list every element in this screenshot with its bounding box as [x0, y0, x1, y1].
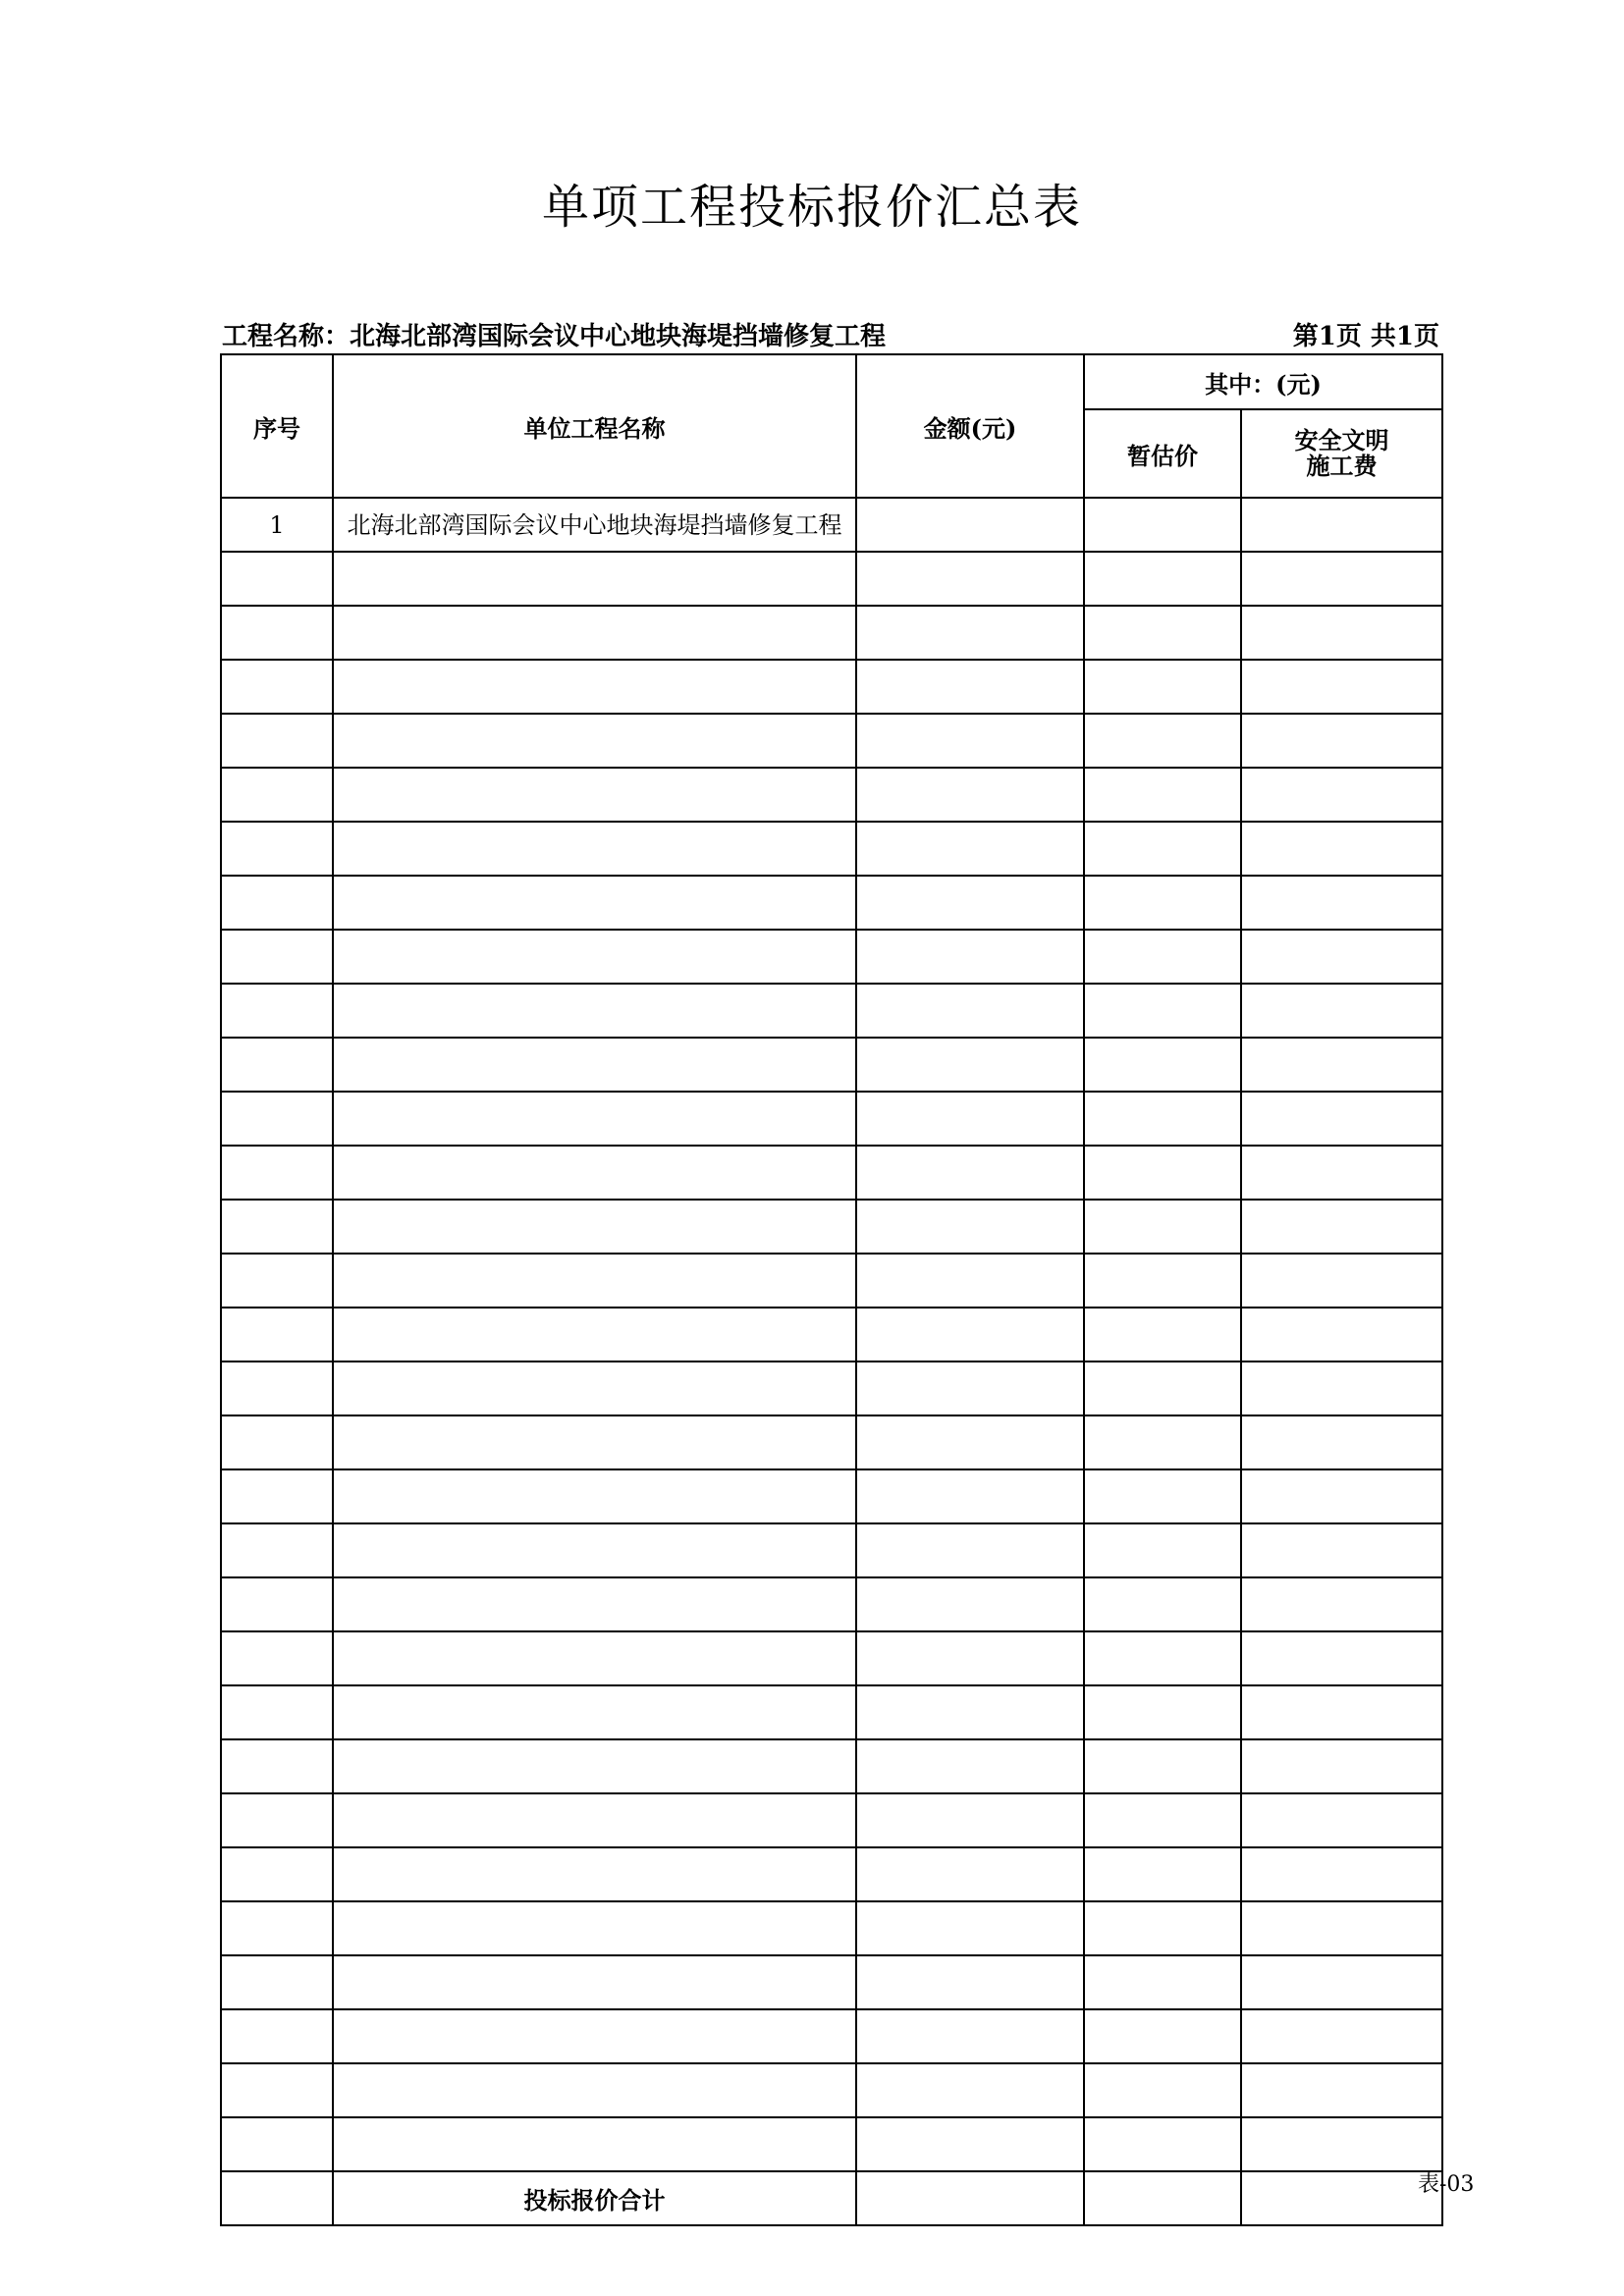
cell-safety-fee: [1241, 2009, 1442, 2063]
cell-amount: [856, 1362, 1084, 1415]
document-title: 单项工程投标报价汇总表: [541, 180, 1082, 235]
cell-provisional: [1084, 552, 1241, 606]
total-amount: [856, 2171, 1084, 2225]
table-row: [221, 930, 1442, 984]
cell-seq: [221, 1092, 333, 1146]
total-row: [221, 2171, 1442, 2225]
cell-amount: [856, 1469, 1084, 1523]
cell-unit-name: [333, 714, 856, 768]
table-row: [221, 2117, 1442, 2171]
cell-provisional: [1084, 2063, 1241, 2117]
cell-safety-fee: [1241, 1362, 1442, 1415]
header-provisional: 暂估价: [1084, 409, 1241, 498]
cell-seq: [221, 1146, 333, 1200]
cell-seq: [221, 1308, 333, 1362]
table-row: [221, 1631, 1442, 1685]
cell-safety-fee: [1241, 1955, 1442, 2009]
cell-provisional: [1084, 2117, 1241, 2171]
cell-seq: [221, 1200, 333, 1254]
cell-unit-name: [333, 822, 856, 876]
cell-amount: [856, 714, 1084, 768]
cell-seq: [221, 1847, 333, 1901]
cell-seq: [221, 1415, 333, 1469]
total-safety-fee: [1241, 2171, 1442, 2225]
table-row: [221, 1038, 1442, 1092]
cell-unit-name: [333, 1739, 856, 1793]
table-row: [221, 1146, 1442, 1200]
cell-amount: [856, 1577, 1084, 1631]
cell-unit-name: [333, 1469, 856, 1523]
cell-seq: [221, 1577, 333, 1631]
cell-provisional: [1084, 1793, 1241, 1847]
table-row: [221, 1577, 1442, 1631]
cell-seq: [221, 1685, 333, 1739]
cell-amount: [856, 930, 1084, 984]
cell-provisional: [1084, 606, 1241, 660]
cell-provisional: [1084, 1200, 1241, 1254]
cell-unit-name: [333, 2009, 856, 2063]
cell-amount: [856, 2063, 1084, 2117]
cell-unit-name: [333, 1200, 856, 1254]
cell-provisional: [1084, 1523, 1241, 1577]
page-indicator: 第1页 共1页: [1292, 322, 1439, 351]
cell-provisional: [1084, 1146, 1241, 1200]
cell-amount: [856, 1523, 1084, 1577]
cell-amount: [856, 660, 1084, 714]
cell-provisional: [1084, 2009, 1241, 2063]
cell-unit-name: [333, 1955, 856, 2009]
cell-provisional: [1084, 876, 1241, 930]
cell-safety-fee: [1241, 1793, 1442, 1847]
cell-seq: [221, 1631, 333, 1685]
cell-provisional: [1084, 1955, 1241, 2009]
cell-safety-fee: [1241, 1038, 1442, 1092]
header-safety-fee-text: 安全文明施工费: [1294, 426, 1389, 480]
table-row: [221, 1739, 1442, 1793]
cell-safety-fee: [1241, 876, 1442, 930]
cell-seq: [221, 606, 333, 660]
table-row: [221, 1415, 1442, 1469]
cell-provisional: [1084, 660, 1241, 714]
cell-unit-name: [333, 552, 856, 606]
cell-unit-name: [333, 2063, 856, 2117]
cell-safety-fee: [1241, 2063, 1442, 2117]
cell-amount: [856, 768, 1084, 822]
cell-unit-name: [333, 1415, 856, 1469]
cell-safety-fee: [1241, 1308, 1442, 1362]
cell-amount: [856, 552, 1084, 606]
cell-safety-fee: [1241, 1469, 1442, 1523]
total-label: 投标报价合计: [333, 2171, 856, 2225]
cell-unit-name: [333, 2117, 856, 2171]
cell-seq: [221, 1901, 333, 1955]
cell-unit-name: [333, 1362, 856, 1415]
cell-unit-name: [333, 1847, 856, 1901]
cell-safety-fee: [1241, 1577, 1442, 1631]
table-row: [221, 660, 1442, 714]
cell-seq: [221, 2117, 333, 2171]
cell-provisional: [1084, 1577, 1241, 1631]
summary-table: [220, 353, 1443, 2226]
cell-safety-fee: [1241, 498, 1442, 552]
cell-seq: 1: [221, 498, 333, 552]
cell-provisional: [1084, 714, 1241, 768]
header-safety-fee: [1241, 409, 1442, 498]
cell-amount: [856, 984, 1084, 1038]
cell-unit-name: [333, 1577, 856, 1631]
cell-unit-name: [333, 1901, 856, 1955]
cell-safety-fee: [1241, 606, 1442, 660]
table-row: [221, 1469, 1442, 1523]
cell-safety-fee: [1241, 1847, 1442, 1901]
cell-provisional: [1084, 1739, 1241, 1793]
cell-provisional: [1084, 822, 1241, 876]
cell-unit-name: [333, 876, 856, 930]
table-row: [221, 1200, 1442, 1254]
cell-amount: [856, 1901, 1084, 1955]
table-row: [221, 768, 1442, 822]
cell-safety-fee: [1241, 1685, 1442, 1739]
cell-unit-name: [333, 1146, 856, 1200]
cell-provisional: [1084, 498, 1241, 552]
cell-seq: [221, 768, 333, 822]
cell-provisional: [1084, 1901, 1241, 1955]
cell-seq: [221, 1362, 333, 1415]
cell-unit-name: 北海北部湾国际会议中心地块海堤挡墙修复工程: [333, 498, 856, 552]
table-body: [221, 498, 1442, 2225]
cell-unit-name: [333, 1631, 856, 1685]
table-row: [221, 714, 1442, 768]
cell-safety-fee: [1241, 714, 1442, 768]
cell-seq: [221, 1955, 333, 2009]
cell-safety-fee: [1241, 2117, 1442, 2171]
cell-amount: [856, 876, 1084, 930]
table-row: [221, 1847, 1442, 1901]
cell-seq: [221, 1469, 333, 1523]
cell-provisional: [1084, 1469, 1241, 1523]
table-row: [221, 1523, 1442, 1577]
cell-amount: [856, 1200, 1084, 1254]
table-row: [221, 1901, 1442, 1955]
cell-amount: [856, 2117, 1084, 2171]
cell-amount: [856, 1308, 1084, 1362]
cell-seq: [221, 1254, 333, 1308]
table-row: [221, 1254, 1442, 1308]
cell-unit-name: [333, 1793, 856, 1847]
cell-seq: [221, 552, 333, 606]
total-provisional: [1084, 2171, 1241, 2225]
cell-safety-fee: [1241, 1523, 1442, 1577]
cell-unit-name: [333, 984, 856, 1038]
cell-seq: [221, 714, 333, 768]
header-seq: 序号: [221, 354, 333, 498]
cell-provisional: [1084, 1254, 1241, 1308]
cell-seq: [221, 2063, 333, 2117]
cell-seq: [221, 1523, 333, 1577]
cell-safety-fee: [1241, 984, 1442, 1038]
cell-amount: [856, 1092, 1084, 1146]
cell-amount: [856, 2009, 1084, 2063]
table-row: [221, 552, 1442, 606]
cell-seq: [221, 660, 333, 714]
table-row: [221, 876, 1442, 930]
cell-unit-name: [333, 930, 856, 984]
table-row: [221, 1362, 1442, 1415]
form-code: 表-03: [1418, 2172, 1475, 2197]
cell-amount: [856, 606, 1084, 660]
cell-amount: [856, 498, 1084, 552]
cell-provisional: [1084, 1362, 1241, 1415]
total-seq: [221, 2171, 333, 2225]
cell-amount: [856, 1631, 1084, 1685]
cell-amount: [856, 1793, 1084, 1847]
table-row: [221, 822, 1442, 876]
cell-provisional: [1084, 1308, 1241, 1362]
cell-safety-fee: [1241, 1092, 1442, 1146]
cell-safety-fee: [1241, 1631, 1442, 1685]
cell-safety-fee: [1241, 1254, 1442, 1308]
cell-unit-name: [333, 1523, 856, 1577]
table-row: [221, 1685, 1442, 1739]
cell-unit-name: [333, 1092, 856, 1146]
table-row: [221, 984, 1442, 1038]
cell-amount: [856, 1254, 1084, 1308]
cell-amount: [856, 1415, 1084, 1469]
table-row: [221, 2009, 1442, 2063]
cell-provisional: [1084, 1415, 1241, 1469]
cell-provisional: [1084, 1038, 1241, 1092]
cell-amount: [856, 1146, 1084, 1200]
cell-safety-fee: [1241, 822, 1442, 876]
cell-unit-name: [333, 1308, 856, 1362]
cell-safety-fee: [1241, 1739, 1442, 1793]
cell-seq: [221, 1038, 333, 1092]
cell-safety-fee: [1241, 1200, 1442, 1254]
cell-seq: [221, 930, 333, 984]
cell-unit-name: [333, 1038, 856, 1092]
header-of-which: 其中：(元): [1084, 354, 1442, 409]
cell-seq: [221, 2009, 333, 2063]
cell-provisional: [1084, 984, 1241, 1038]
cell-amount: [856, 1685, 1084, 1739]
table-row: [221, 606, 1442, 660]
cell-safety-fee: [1241, 930, 1442, 984]
table-row: [221, 1793, 1442, 1847]
cell-provisional: [1084, 930, 1241, 984]
cell-provisional: [1084, 1847, 1241, 1901]
cell-safety-fee: [1241, 660, 1442, 714]
cell-unit-name: [333, 768, 856, 822]
header-amount: 金额(元): [856, 354, 1084, 498]
cell-seq: [221, 984, 333, 1038]
cell-amount: [856, 1739, 1084, 1793]
cell-seq: [221, 1739, 333, 1793]
cell-seq: [221, 1793, 333, 1847]
cell-amount: [856, 822, 1084, 876]
cell-unit-name: [333, 1254, 856, 1308]
cell-seq: [221, 876, 333, 930]
table-row: [221, 498, 1442, 552]
cell-safety-fee: [1241, 1415, 1442, 1469]
cell-provisional: [1084, 1092, 1241, 1146]
cell-safety-fee: [1241, 1901, 1442, 1955]
project-name: 工程名称：北海北部湾国际会议中心地块海堤挡墙修复工程: [222, 322, 887, 351]
cell-unit-name: [333, 606, 856, 660]
cell-provisional: [1084, 1685, 1241, 1739]
cell-provisional: [1084, 1631, 1241, 1685]
table-row: [221, 2063, 1442, 2117]
header-unit-name: 单位工程名称: [333, 354, 856, 498]
cell-safety-fee: [1241, 1146, 1442, 1200]
cell-amount: [856, 1038, 1084, 1092]
document-meta: [222, 316, 1439, 351]
cell-unit-name: [333, 1685, 856, 1739]
cell-seq: [221, 822, 333, 876]
table-row: [221, 1092, 1442, 1146]
cell-safety-fee: [1241, 552, 1442, 606]
cell-unit-name: [333, 660, 856, 714]
cell-amount: [856, 1847, 1084, 1901]
cell-amount: [856, 1955, 1084, 2009]
cell-provisional: [1084, 768, 1241, 822]
table-row: [221, 1308, 1442, 1362]
cell-safety-fee: [1241, 768, 1442, 822]
table-row: [221, 1955, 1442, 2009]
